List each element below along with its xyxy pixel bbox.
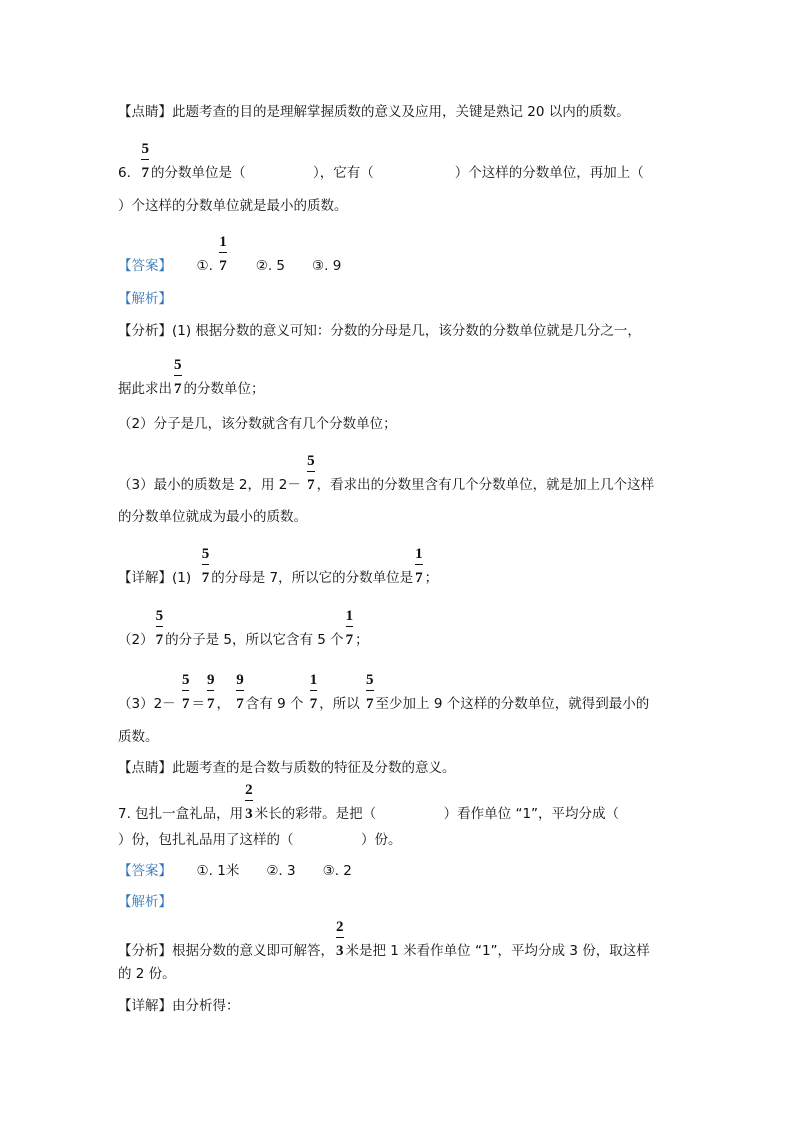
text-line — [118, 964, 176, 984]
fraction-numerator: 2 — [336, 919, 344, 935]
fraction — [181, 672, 190, 714]
fraction-denominator: 7 — [174, 381, 182, 397]
section-label: 【解析】 — [118, 894, 172, 910]
fraction-bar — [366, 690, 374, 691]
fraction-denominator: 7 — [206, 696, 215, 712]
fraction-bar — [415, 564, 423, 565]
fraction-numerator: 5 — [307, 453, 315, 469]
fraction-denominator: 7 — [307, 477, 315, 493]
text-segment: 米是把 1 米看作单位 “1”，平均分成 3 份，取这样 — [345, 943, 650, 959]
fraction-numerator: 1 — [345, 608, 354, 624]
fraction — [309, 672, 318, 714]
fraction-numerator: 5 — [181, 672, 190, 688]
text-segment: 的分数单位； — [183, 381, 265, 397]
fraction-numerator: 5 — [174, 357, 182, 373]
text-segment: ①. — [165, 258, 218, 274]
fraction-bar — [219, 252, 227, 253]
text-line — [118, 196, 348, 216]
text-segment: ； — [424, 570, 439, 586]
fraction-denominator: 3 — [336, 943, 344, 959]
text-segment: 【点睛】此题考查的是合数与质数的特征及分数的意义。 — [118, 760, 456, 776]
text-line — [118, 321, 641, 341]
fraction-bar — [207, 690, 215, 691]
text-segment: 米长的彩带。是把（ ）看作单位 “1”，平均分成（ — [254, 806, 620, 822]
text-segment: 的分母是 7，所以它的分数单位是 — [211, 570, 414, 586]
text-segment: （2） — [118, 632, 154, 648]
text-segment: 的分数单位是（ ），它有（ ）个这样的分数单位，再加上（ — [150, 165, 644, 181]
fraction — [307, 453, 315, 495]
fraction — [236, 672, 244, 714]
fraction-denominator: 7 — [236, 696, 244, 712]
text-segment: 6. — [118, 165, 140, 181]
section-label: 【答案】 — [118, 258, 166, 274]
text-segment: 质数。 — [118, 729, 159, 745]
text-line — [118, 453, 655, 495]
text-line — [118, 830, 402, 850]
text-segment: ； — [355, 632, 369, 648]
fraction-denominator: 7 — [155, 632, 164, 648]
fraction-numerator: 5 — [366, 672, 374, 688]
text-line — [118, 414, 397, 434]
section-label: 【解析】 — [118, 291, 172, 307]
text-segment: ，所以 — [319, 696, 365, 712]
fraction-bar — [310, 690, 318, 691]
text-line — [118, 608, 369, 650]
text-segment: 【详解】(1) — [118, 570, 200, 586]
fraction-bar — [236, 690, 244, 691]
text-segment: ＝ — [191, 696, 205, 712]
text-line — [118, 892, 172, 912]
fraction — [345, 608, 354, 650]
text-segment: 【分析】(1) 根据分数的意义可知：分数的分母是几，该分数的分数单位就是几分之一， — [118, 323, 641, 339]
fraction — [206, 672, 215, 714]
text-segment: （3）2－ — [118, 696, 180, 712]
text-segment: ①. 1米 ②. 3 ③. 2 — [165, 863, 352, 879]
fraction-denominator: 3 — [245, 806, 253, 822]
text-segment: （2）分子是几，该分数就含有几个分数单位； — [118, 416, 397, 432]
fraction-numerator: 5 — [155, 608, 164, 624]
text-line — [118, 141, 644, 183]
fraction-bar — [245, 800, 253, 801]
text-segment: ）份，包扎礼品用了这样的（ ）份。 — [118, 832, 402, 848]
fraction-denominator: 7 — [181, 696, 190, 712]
text-segment: 【点睛】此题考查的目的是理解掌握质数的意义及应用，关键是熟记 20 以内的质数。 — [118, 104, 630, 120]
text-line — [118, 357, 265, 399]
fraction-numerator: 1 — [415, 546, 423, 562]
text-segment: 【分析】根据分数的意义即可解答， — [118, 943, 334, 959]
fraction — [141, 141, 149, 183]
fraction-numerator: 5 — [201, 546, 210, 562]
fraction — [219, 234, 227, 276]
text-line — [118, 234, 342, 276]
fraction-numerator: 2 — [245, 782, 253, 798]
text-segment: ，看求出的分数里含有几个分数单位，就是加上几个这样 — [316, 477, 655, 493]
fraction — [336, 919, 344, 961]
text-line — [118, 102, 630, 122]
fraction-bar — [336, 937, 344, 938]
fraction-denominator: 7 — [345, 632, 354, 648]
text-segment: ）个这样的分数单位就是最小的质数。 — [118, 198, 348, 214]
fraction-denominator: 7 — [366, 696, 374, 712]
text-line — [118, 919, 650, 961]
fraction-bar — [182, 690, 190, 691]
fraction-bar — [307, 471, 315, 472]
text-line — [118, 996, 240, 1016]
text-segment: 至少加上 9 个这样的分数单位，就得到最小的 — [375, 696, 650, 712]
text-line — [118, 289, 172, 309]
text-line — [118, 861, 352, 881]
fraction-bar — [346, 626, 354, 627]
text-segment: 的分数单位就成为最小的质数。 — [118, 509, 307, 525]
fraction — [174, 357, 182, 399]
fraction-numerator: 1 — [309, 672, 318, 688]
fraction-bar — [202, 564, 210, 565]
text-segment: 的 2 份。 — [118, 966, 176, 982]
fraction — [155, 608, 164, 650]
text-segment: ②. 5 ③. 9 — [228, 258, 342, 274]
fraction-denominator: 7 — [415, 570, 423, 586]
fraction-denominator: 7 — [309, 696, 318, 712]
fraction — [201, 546, 210, 588]
fraction-numerator: 9 — [236, 672, 244, 688]
fraction-bar — [141, 159, 149, 160]
fraction-denominator: 7 — [141, 165, 149, 181]
text-segment: 的分子是 5，所以它含有 5 个 — [165, 632, 344, 648]
fraction — [245, 782, 253, 824]
text-line — [118, 672, 650, 714]
text-line — [118, 546, 439, 588]
text-segment: 据此求出 — [118, 381, 172, 397]
text-line — [118, 758, 456, 778]
fraction-bar — [156, 626, 164, 627]
section-label: 【答案】 — [118, 863, 166, 879]
fraction — [415, 546, 423, 588]
fraction-denominator: 7 — [219, 258, 227, 274]
text-segment: 含有 9 个 — [245, 696, 308, 712]
fraction-denominator: 7 — [201, 570, 210, 586]
text-segment: 7. 包扎一盒礼品，用 — [118, 806, 244, 822]
text-segment: 【详解】由分析得： — [118, 998, 240, 1014]
fraction-numerator: 9 — [206, 672, 215, 688]
text-line — [118, 507, 307, 527]
fraction-numerator: 5 — [141, 141, 149, 157]
fraction — [366, 672, 374, 714]
fraction-numerator: 1 — [219, 234, 227, 250]
text-segment: ， — [216, 696, 235, 712]
text-line — [118, 727, 159, 747]
text-line — [118, 782, 620, 824]
fraction-bar — [174, 375, 182, 376]
text-segment: （3）最小的质数是 2，用 2－ — [118, 477, 306, 493]
